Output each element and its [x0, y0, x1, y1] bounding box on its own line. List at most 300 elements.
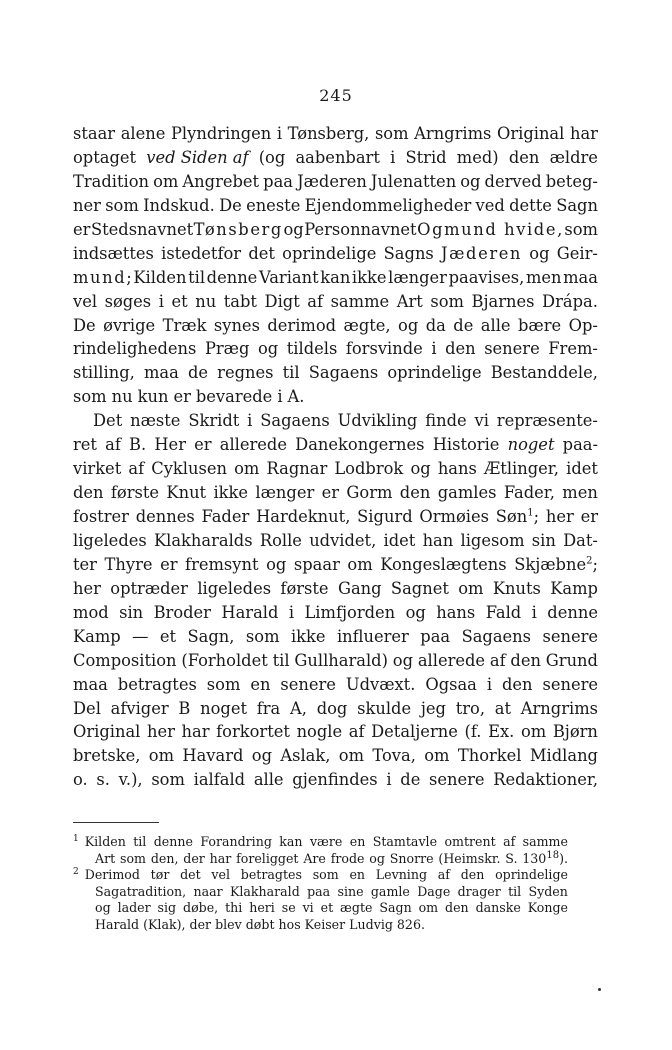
word: til	[508, 883, 522, 899]
word: synes	[213, 315, 260, 335]
word: i	[277, 387, 283, 407]
word: ikke	[290, 626, 326, 646]
text-line	[73, 601, 598, 625]
text-line	[73, 218, 598, 242]
word: Harald	[221, 602, 279, 622]
word: Dage	[417, 883, 451, 899]
word: Fald	[485, 602, 522, 622]
word: Jæderen	[441, 243, 523, 263]
word: idet	[566, 459, 598, 479]
text-line	[73, 290, 598, 314]
word: maa	[143, 363, 179, 383]
word: $130^{18}$).	[522, 849, 568, 866]
footnote-line	[73, 884, 568, 901]
word: Original	[73, 722, 141, 742]
word: Geir-	[556, 243, 598, 263]
word: der	[183, 850, 205, 866]
word: Julenatten	[370, 171, 457, 191]
word: Det	[93, 411, 123, 431]
word: Midlang	[529, 746, 598, 766]
word: spaar	[293, 554, 340, 574]
footnote-line	[73, 867, 568, 884]
footnote-mark: 1	[73, 833, 79, 844]
word: Derimod	[84, 867, 140, 883]
word: og	[405, 602, 426, 622]
word: Keiser	[304, 916, 346, 932]
word: ligesom	[460, 530, 525, 550]
word: hans	[437, 459, 477, 479]
word: beteg-	[545, 171, 598, 191]
word: allerede	[219, 435, 287, 455]
word: det	[180, 867, 201, 883]
word: og	[398, 315, 419, 335]
text-line	[73, 337, 598, 361]
word: eneste	[246, 195, 301, 215]
word: Arngrims	[414, 124, 492, 143]
word: har	[209, 850, 232, 866]
word: Op-	[568, 315, 598, 335]
word: som	[245, 626, 280, 646]
word: længer	[388, 267, 447, 287]
word: denne	[547, 602, 598, 622]
word: de	[400, 770, 421, 790]
word: Tønsberg	[193, 219, 283, 239]
word: hans	[436, 602, 476, 622]
word: der	[189, 916, 212, 932]
word: være	[309, 834, 343, 849]
word: og	[529, 243, 550, 263]
text-line	[73, 433, 598, 457]
word: Hardeknut,	[256, 507, 351, 526]
word: af	[128, 459, 145, 479]
word: optaget	[73, 147, 137, 167]
word: alle	[480, 315, 511, 335]
word: Sagns	[383, 243, 434, 263]
word: Udvikling	[337, 411, 418, 431]
word: Sagatradition,	[95, 883, 187, 899]
word: ældre	[549, 147, 598, 167]
word: dennes	[135, 507, 195, 526]
word: tabt	[223, 291, 257, 311]
word: B	[178, 698, 191, 718]
word: som	[312, 867, 339, 883]
word: Are	[303, 850, 326, 866]
word: Arngrims	[520, 698, 598, 718]
word: Stamtavle	[372, 834, 438, 849]
word: Gorm	[346, 483, 393, 503]
word: som	[206, 674, 241, 694]
word: heri	[249, 900, 275, 916]
word: i	[288, 602, 295, 622]
word: denne	[206, 267, 258, 287]
word: repræsente-	[496, 411, 598, 431]
word: forsvinde	[345, 339, 423, 359]
word: den	[460, 867, 485, 883]
word: Frem-	[548, 339, 598, 359]
word: den	[510, 650, 541, 670]
footnotes	[73, 834, 568, 934]
word: som	[120, 850, 146, 866]
word: Bestanddele,	[490, 363, 598, 383]
word: foreligget	[236, 850, 299, 866]
text-line	[73, 505, 598, 529]
word: Skjæbne$^2$;	[514, 554, 598, 574]
word: Klakharalds	[153, 530, 253, 550]
word: —	[132, 626, 149, 646]
word: aabenbart	[295, 147, 380, 167]
word: regnes	[217, 363, 274, 383]
word: Harald	[95, 916, 140, 932]
word: (f.	[464, 722, 482, 742]
text-line	[73, 170, 598, 194]
word: skulde	[357, 698, 412, 718]
word: er	[73, 219, 91, 239]
word: Detaljerne	[371, 722, 458, 742]
word: virket	[73, 459, 122, 479]
word: den,	[150, 850, 179, 866]
word: til	[133, 834, 147, 849]
word: Art	[95, 850, 116, 866]
word: Ludvig	[349, 916, 393, 932]
word: De	[73, 315, 96, 335]
word: lader	[117, 900, 151, 916]
word: bretske,	[73, 746, 141, 766]
word: den	[508, 147, 540, 167]
word: Historie	[432, 435, 500, 455]
word: han	[422, 530, 454, 550]
word: i	[276, 124, 283, 143]
word: oprindelige	[387, 363, 482, 383]
word: afviger	[110, 698, 169, 718]
word: forkortet	[216, 722, 290, 742]
word: og	[410, 459, 431, 479]
word: hos	[278, 916, 301, 932]
word: B.	[129, 435, 147, 455]
word: jeg	[420, 698, 446, 718]
word: A,	[290, 698, 307, 718]
word: naar	[193, 883, 223, 899]
word: sig	[157, 900, 177, 916]
word: Tønsberg,	[287, 124, 370, 143]
word: Grund	[545, 650, 598, 670]
word: og	[266, 554, 287, 574]
word: Ogmund hvide,	[417, 219, 564, 239]
word: den	[501, 674, 533, 694]
word: senere	[542, 674, 598, 694]
word: Sigurd	[357, 507, 413, 526]
word: dette	[509, 195, 552, 215]
word: tildels	[286, 339, 338, 359]
word: som	[430, 291, 464, 311]
word: Indskud.	[143, 195, 215, 215]
word: Strid	[405, 147, 447, 167]
word: den	[73, 483, 104, 503]
word: et	[159, 626, 177, 646]
word: senere	[429, 770, 485, 790]
text-line	[73, 481, 598, 505]
word: alle	[253, 770, 284, 790]
word: denne	[153, 834, 193, 849]
word: Tova,	[372, 746, 416, 766]
word: staar	[73, 124, 116, 143]
word: om	[520, 722, 547, 742]
text-line	[73, 529, 598, 553]
word: optræder	[110, 578, 188, 598]
word: noget	[507, 435, 555, 455]
word: her	[147, 722, 175, 742]
text-line	[73, 409, 598, 433]
word: De	[219, 195, 242, 215]
word: (Heimskr.	[438, 850, 501, 866]
word: Tradition	[73, 171, 150, 191]
word: Stedsnavnet	[90, 219, 194, 239]
word: Sagnet	[390, 578, 449, 598]
word: Dat-	[563, 530, 598, 550]
word: Bjørn	[552, 722, 598, 742]
text-line	[73, 314, 598, 338]
word: Thorkel	[457, 746, 522, 766]
word: Variant	[258, 267, 319, 287]
word: den	[399, 483, 431, 503]
word: har	[181, 722, 210, 742]
word: og	[257, 339, 279, 359]
footnote-line	[73, 851, 568, 868]
word: ner	[73, 195, 101, 215]
word: den	[445, 900, 469, 916]
word: første	[280, 578, 329, 598]
word: fremsynt	[185, 554, 259, 574]
word: Forandring	[200, 834, 272, 849]
text-line	[73, 744, 598, 768]
word: tro,	[455, 698, 486, 718]
text-line	[73, 649, 598, 673]
word: samme	[522, 834, 568, 849]
footnote-mark: 2	[73, 867, 79, 877]
word: er	[321, 483, 340, 503]
word: 826.	[396, 916, 425, 932]
word: Skridt	[188, 411, 240, 431]
text-line	[73, 242, 598, 266]
word: ægte	[340, 900, 373, 916]
word: ved	[475, 195, 505, 215]
word: som	[374, 124, 409, 143]
footnote-line	[73, 900, 568, 917]
word: har	[569, 124, 598, 143]
word: betragtes	[240, 867, 302, 883]
word: her	[73, 578, 101, 598]
footnote-rule	[73, 822, 159, 823]
word: Ragnar	[266, 459, 328, 479]
text-line	[73, 266, 598, 290]
word: og	[95, 900, 111, 916]
word: Ogsaa	[425, 674, 477, 694]
word: omtrent	[444, 834, 496, 849]
word: derimod	[267, 315, 337, 335]
word: (Forholdet	[181, 650, 268, 670]
word: Lodbrok	[334, 459, 404, 479]
word: men	[525, 267, 562, 287]
word: Knut	[166, 483, 207, 503]
word: som	[73, 387, 107, 407]
word: alene	[120, 124, 166, 143]
word: er	[160, 554, 178, 574]
word: ter	[73, 554, 97, 574]
word: er	[173, 387, 191, 407]
word: Composition	[73, 650, 177, 670]
word: af	[348, 722, 365, 742]
word: i	[531, 602, 537, 622]
word: Syden	[528, 883, 568, 899]
word: kun	[137, 387, 169, 407]
word: i	[158, 291, 164, 311]
word: bære	[518, 315, 562, 335]
word: at	[494, 698, 512, 718]
word: drager	[457, 883, 501, 899]
word: Konge	[527, 900, 568, 916]
word: gamle	[370, 883, 410, 899]
word: til	[188, 267, 206, 287]
word: Del	[73, 698, 101, 718]
word: Ex.	[488, 722, 515, 742]
word: af	[437, 867, 450, 883]
word: sine	[337, 883, 364, 899]
word: Kamp	[550, 578, 598, 598]
word: kan	[320, 267, 351, 287]
word: af	[307, 291, 324, 311]
word: maa	[73, 674, 108, 694]
word: gjenfindes	[292, 770, 378, 790]
word: Personnavnet	[304, 219, 417, 239]
word: et	[171, 291, 188, 311]
word: i	[386, 770, 392, 790]
word: Digt	[264, 291, 300, 311]
word: til	[272, 650, 290, 670]
word: sin	[119, 602, 144, 622]
word: udvidet,	[309, 530, 377, 550]
word: af	[105, 435, 121, 455]
word: Thyre	[104, 554, 153, 574]
word: bevarede	[195, 387, 273, 407]
word: Danekongernes	[295, 435, 425, 455]
word: om	[338, 746, 365, 766]
word: Kilden	[133, 267, 187, 287]
word: Ejendommeligheder	[304, 195, 472, 215]
word: Udvæxt.	[345, 674, 416, 694]
word: øvrige	[103, 315, 156, 335]
word: Ormøies	[419, 507, 489, 526]
word: Plyndringen	[170, 124, 272, 143]
word: en	[250, 674, 271, 694]
word: frode	[330, 850, 365, 866]
word: S.	[505, 850, 518, 866]
word: om	[153, 171, 179, 191]
word: Knuts	[492, 578, 541, 598]
word: et	[320, 900, 334, 916]
word: paa	[307, 883, 331, 899]
word: ligeledes	[73, 530, 147, 550]
text-line	[73, 146, 598, 170]
word: idet	[383, 530, 416, 550]
word: Klakharald	[229, 883, 300, 899]
word: Sagaens	[260, 411, 330, 431]
word: vel	[211, 867, 231, 883]
word: samme	[330, 291, 390, 311]
word: paa	[420, 626, 451, 646]
text-line	[73, 385, 598, 409]
word: det	[248, 243, 275, 263]
word: her	[545, 507, 574, 526]
word: blev	[215, 916, 242, 932]
word: thi	[225, 900, 243, 916]
footnote-mark-word	[73, 834, 126, 851]
word: derved	[484, 171, 542, 191]
word: som	[151, 770, 185, 790]
word: Drápa.	[542, 291, 598, 311]
word: se	[281, 900, 296, 916]
word: s.	[96, 770, 110, 790]
word: Levning	[375, 867, 428, 883]
word: Redaktioner,	[493, 770, 598, 790]
word: Søn$^1$;	[495, 507, 540, 526]
word: i	[486, 674, 493, 694]
word: senere	[484, 339, 540, 359]
word: stilling,	[73, 363, 135, 383]
word: ægte,	[343, 315, 391, 335]
word: nu	[111, 387, 133, 407]
word: søges	[104, 291, 152, 311]
word: i	[390, 147, 396, 167]
text-line	[73, 122, 598, 146]
word: næste	[130, 411, 181, 431]
word: og	[251, 746, 272, 766]
word: v.),	[118, 770, 143, 790]
word: senere	[542, 626, 598, 646]
word: er	[580, 507, 598, 526]
stray-mark	[598, 988, 601, 991]
word: Kamp	[73, 626, 121, 646]
word: fostrer	[73, 507, 129, 526]
word: Kongeslægtens	[380, 554, 507, 574]
word: af	[489, 650, 506, 670]
word: Sagn,	[187, 626, 235, 646]
word: Fader	[201, 507, 250, 526]
word: Art	[396, 291, 423, 311]
word: dog	[316, 698, 348, 718]
word: døbt	[245, 916, 275, 932]
word: som	[105, 195, 139, 215]
word: allerede	[417, 650, 486, 670]
word: om	[347, 554, 373, 574]
word: rindelighedens	[73, 339, 197, 359]
word: oprindelige	[282, 243, 377, 263]
word: om	[424, 746, 450, 766]
word: istedetfor	[161, 243, 242, 263]
word: Ætlinger,	[484, 459, 559, 479]
word: i	[247, 411, 253, 431]
word: døbe,	[183, 900, 219, 916]
text-line	[73, 457, 598, 481]
word: om	[418, 900, 439, 916]
word: mund;	[73, 267, 132, 287]
word: men	[562, 483, 598, 503]
word: Original	[496, 124, 565, 143]
word: gamles	[437, 483, 497, 503]
text-line	[73, 194, 598, 218]
word: Sagaens	[308, 363, 379, 383]
word: influerer	[336, 626, 409, 646]
word: A.	[287, 387, 305, 407]
word: da	[425, 315, 446, 335]
